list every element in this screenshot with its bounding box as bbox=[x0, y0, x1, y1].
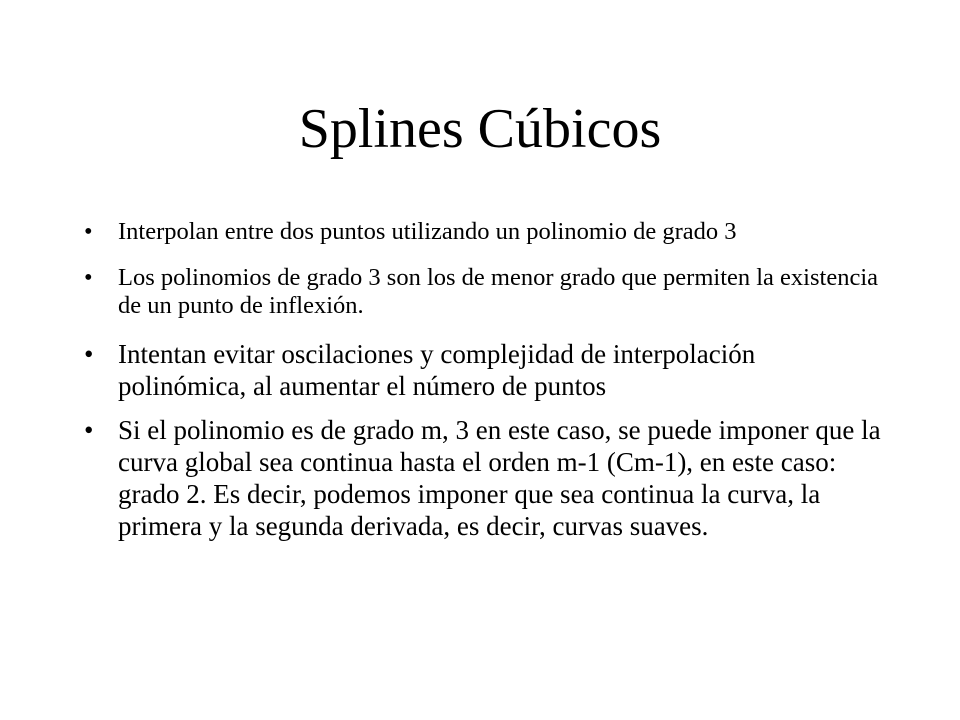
bullet-text: Si el polinomio es de grado m, 3 en este caso, se puede imponer que la curva global sea continua hasta el orden m-1 (Cm-1), en este caso: grado 2. Es decir, podemos imponer que sea continua la curva, la primera y la segunda derivada, es decir, curvas suaves. bbox=[118, 415, 881, 541]
bullet-dot-icon: • bbox=[84, 339, 94, 369]
bullet-item bbox=[84, 414, 884, 542]
bullet-item bbox=[84, 264, 884, 320]
bullet-dot-icon: • bbox=[84, 264, 93, 291]
bullet-text: Interpolan entre dos puntos utilizando un polinomio de grado 3 bbox=[118, 218, 737, 245]
bullet-list bbox=[84, 218, 884, 554]
bullet-text: Los polinomios de grado 3 son los de menor grado que permiten la existencia de un punto de inflexión. bbox=[118, 264, 879, 319]
bullet-item bbox=[84, 338, 884, 402]
bullet-item bbox=[84, 218, 884, 246]
bullet-dot-icon: • bbox=[84, 218, 93, 245]
bullet-dot-icon: • bbox=[84, 415, 94, 445]
slide-title: Splines Cúbicos bbox=[298, 98, 662, 160]
bullet-text: Intentan evitar oscilaciones y complejidad de interpolación polinómica, al aumentar el número de puntos bbox=[118, 339, 756, 401]
